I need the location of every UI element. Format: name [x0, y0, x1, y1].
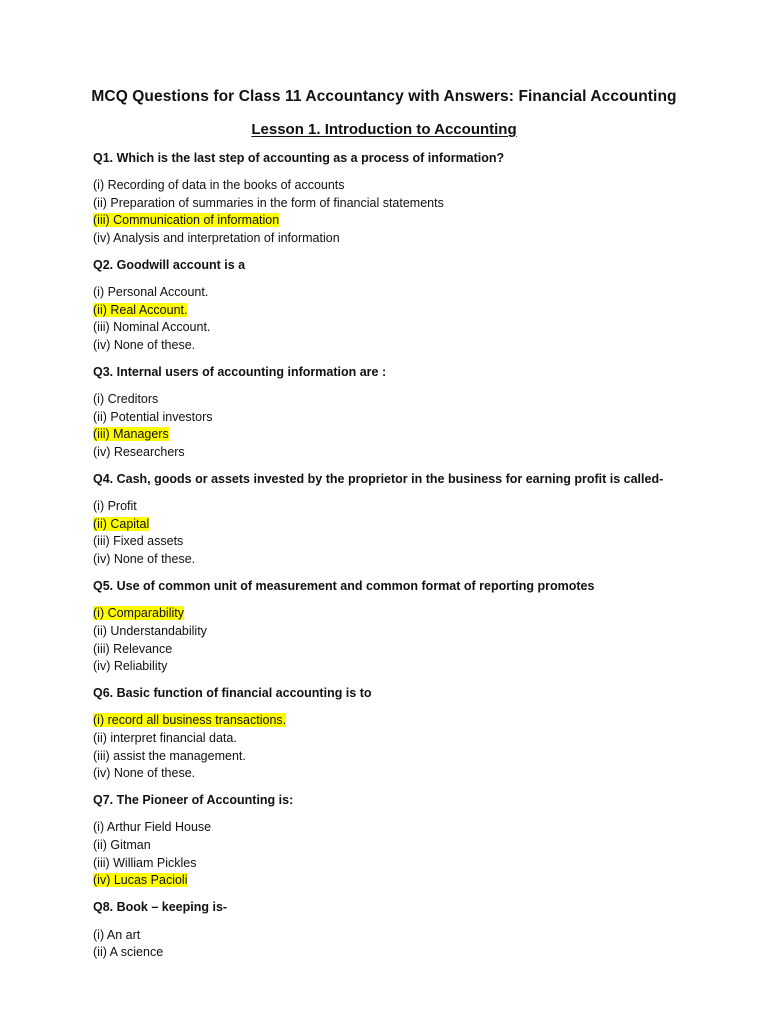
option-list-q8 [93, 927, 733, 962]
option-text: (iii) assist the management. [93, 748, 246, 763]
option-item [93, 426, 733, 444]
option-text: (i) Recording of data in the books of accounts [93, 178, 345, 193]
question-q5: Q5. Use of common unit of measurement and common format of reporting promotes [93, 579, 595, 594]
question-q6: Q6. Basic function of financial accounting is to [93, 686, 372, 701]
option-list-q4 [93, 498, 733, 568]
option-item [93, 819, 733, 837]
option-list-q6 [93, 712, 733, 782]
option-text: (ii) Understandability [93, 623, 207, 638]
option-text: (iv) None of these. [93, 337, 196, 352]
option-item [93, 641, 733, 659]
option-text: (ii) Gitman [93, 838, 151, 853]
option-list-q7 [93, 819, 733, 889]
option-item [93, 712, 733, 730]
option-text: (iv) Reliability [93, 659, 168, 674]
option-item [93, 623, 733, 641]
option-list-q5 [93, 605, 733, 675]
option-list-q3 [93, 391, 733, 461]
option-text: (i) Personal Account. [93, 285, 209, 300]
option-item [93, 391, 733, 409]
option-text: (iii) Fixed assets [93, 534, 184, 549]
option-item [93, 605, 733, 623]
option-item [93, 533, 733, 551]
option-item [93, 337, 733, 355]
option-item [93, 212, 733, 230]
option-text: (iv) Analysis and interpretation of information [93, 230, 340, 245]
option-item [93, 195, 733, 213]
question-q2: Q2. Goodwill account is a [93, 258, 246, 273]
option-item [93, 927, 733, 945]
option-text: (iii) Nominal Account. [93, 320, 211, 335]
highlighted-answer: (iv) Lucas Pacioli [93, 873, 188, 888]
highlighted-answer: (iii) Communication of information [93, 213, 280, 228]
option-item [93, 837, 733, 855]
option-text: (i) Arthur Field House [93, 820, 212, 835]
lesson-title [0, 121, 768, 138]
option-item [93, 855, 733, 873]
highlighted-answer: (iii) Managers [93, 427, 169, 442]
highlighted-answer: (ii) Real Account. [93, 302, 188, 317]
question-q1: Q1. Which is the last step of accounting as a process of information? [93, 151, 505, 165]
option-text: (ii) Preparation of summaries in the form of financial statements [93, 195, 444, 210]
option-text: (i) An art [93, 927, 141, 942]
option-item [93, 409, 733, 427]
option-item [93, 872, 733, 890]
option-item [93, 498, 733, 516]
option-text: (ii) Potential investors [93, 409, 213, 424]
highlighted-answer: (i) record all business transactions. [93, 713, 287, 728]
option-item [93, 284, 733, 302]
option-item [93, 551, 733, 569]
option-text: (iii) Relevance [93, 641, 173, 656]
option-list-q1 [93, 177, 733, 247]
option-text: (iii) William Pickles [93, 855, 197, 870]
highlighted-answer: (ii) Capital [93, 516, 150, 531]
question-q4: Q4. Cash, goods or assets invested by the proprietor in the business for earning profit is called- [93, 472, 664, 487]
option-item [93, 658, 733, 676]
question-list [93, 150, 733, 971]
highlighted-answer: (i) Comparability [93, 606, 184, 621]
option-item [93, 730, 733, 748]
question-q7: Q7. The Pioneer of Accounting is: [93, 793, 294, 808]
option-item [93, 944, 733, 962]
option-text: (iv) None of these. [93, 552, 196, 567]
option-text: (i) Creditors [93, 392, 159, 407]
option-item [93, 748, 733, 766]
question-q3: Q3. Internal users of accounting information are : [93, 365, 387, 380]
option-text: (iv) Researchers [93, 445, 185, 459]
option-text: (iv) None of these. [93, 766, 196, 781]
option-text: (ii) interpret financial data. [93, 731, 237, 745]
option-text: (i) Profit [93, 499, 137, 514]
option-text: (ii) A science [93, 945, 164, 960]
option-item [93, 230, 733, 248]
option-item [93, 177, 733, 195]
option-item [93, 765, 733, 783]
option-item [93, 444, 733, 462]
option-item [93, 302, 733, 320]
lesson-title-text: Lesson 1. Introduction to Accounting [251, 121, 517, 138]
option-item [93, 516, 733, 534]
document-title: MCQ Questions for Class 11 Accountancy with Answers: Financial Accounting [91, 88, 677, 105]
option-list-q2 [93, 284, 733, 354]
option-item [93, 319, 733, 337]
question-q8: Q8. Book – keeping is- [93, 900, 228, 915]
